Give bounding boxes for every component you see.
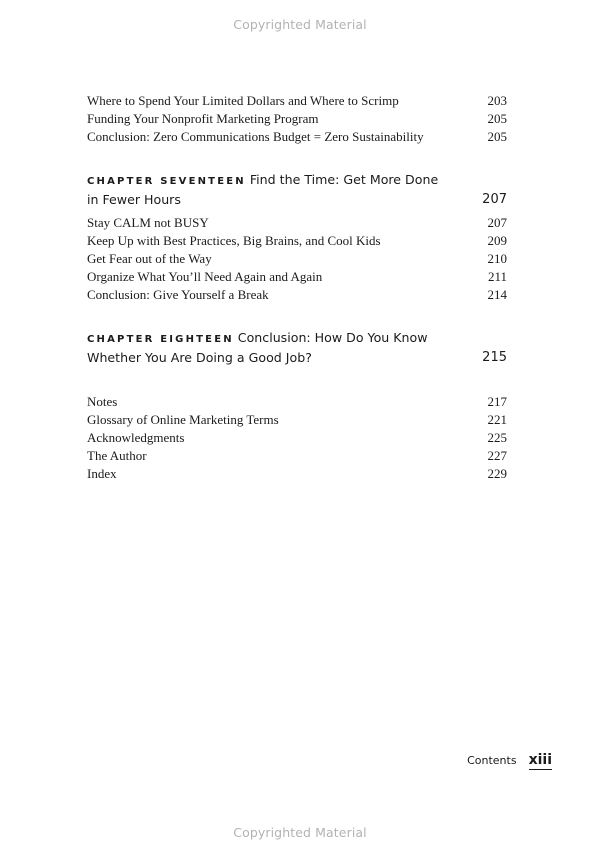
toc-entry [87,128,507,146]
toc-entry [87,232,507,250]
toc-entry-title: Acknowledgments [87,429,185,445]
toc-entry-page: 210 [487,250,507,266]
toc-entry-page: 205 [487,128,507,144]
running-footer-section: Contents [467,754,517,767]
toc-entry-title: Funding Your Nonprofit Marketing Program [87,110,319,126]
toc-entry-page: 217 [487,394,507,410]
toc-entry [87,429,507,447]
toc-entry [87,393,507,411]
toc-entry-page: 227 [487,447,507,463]
chapter-title: Find the Time: Get More Done in Fewer Hours [87,172,439,208]
chapter-title: Conclusion: How Do You Know Whether You Are Doing a Good Job? [87,330,428,366]
toc-entry [87,110,507,128]
toc-entry-title: Get Fear out of the Way [87,250,212,266]
chapter-label: CHAPTER SEVENTEEN [87,176,246,188]
toc-entry-page: 203 [487,93,507,108]
page-footer [467,752,552,770]
toc-entry-page: 221 [487,412,507,428]
toc-entry-title: Index [87,465,117,481]
toc-entry-page: 225 [487,429,507,445]
page-folio: xiii [528,752,552,768]
toc-entry-title: Where to Spend Your Limited Dollars and Where to Scrimp [87,93,399,108]
watermark-top: Copyrighted Material [233,17,367,32]
toc-entry-title: Stay CALM not BUSY [87,215,209,231]
toc-entry-page: 209 [487,233,507,249]
chapter-page: 207 [482,192,507,208]
toc-entry-page: 211 [487,268,507,284]
toc-entry-page: 207 [487,215,507,231]
toc-entry-title: Organize What You’ll Need Again and Again [87,268,323,284]
chapter-heading-text [87,171,447,209]
toc-entry-title: Conclusion: Zero Communications Budget = Zero Sustainability [87,128,424,144]
toc-entry-title: Glossary of Online Marketing Terms [87,412,279,428]
chapter-label: CHAPTER EIGHTEEN [87,334,234,346]
chapter-heading-eighteen [87,329,507,367]
toc-entry-title: Notes [87,394,118,410]
toc-entry-title: The Author [87,447,147,463]
toc-entry [87,250,507,268]
chapter-heading-text [87,329,447,367]
toc-entry-title: Conclusion: Give Yourself a Break [87,286,269,302]
toc-entry [87,268,507,286]
toc-entry-page: 214 [487,286,507,302]
toc-entry [87,214,507,232]
toc-entry-title: Keep Up with Best Practices, Big Brains, and Cool Kids [87,233,381,249]
toc-entry [87,465,507,483]
watermark-bottom: Copyrighted Material [233,825,367,840]
toc-entry [87,92,507,110]
table-of-contents [87,92,507,482]
chapter-heading-seventeen [87,171,507,209]
toc-entry-page: 205 [487,110,507,126]
toc-entry [87,286,507,304]
toc-entry [87,411,507,429]
toc-entry-page: 229 [487,465,507,481]
chapter-page: 215 [482,350,507,366]
toc-entry [87,447,507,465]
